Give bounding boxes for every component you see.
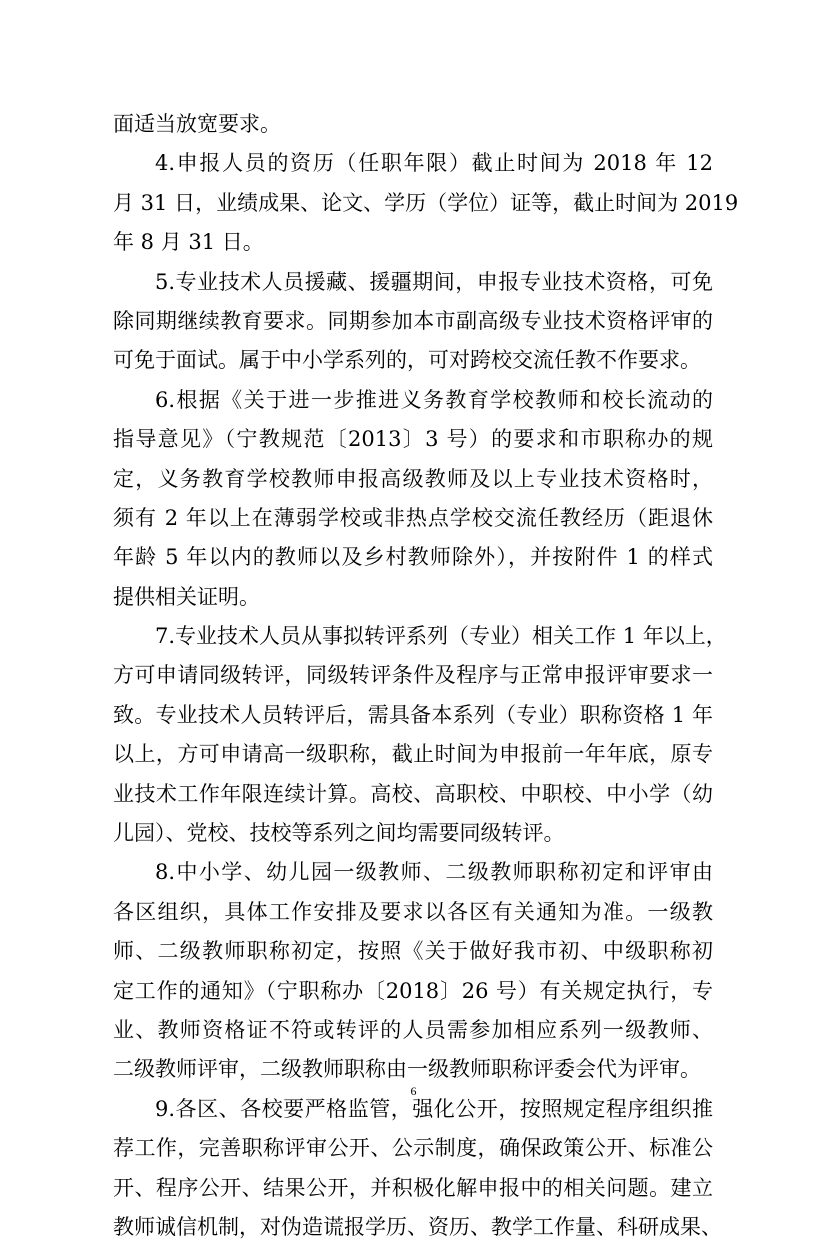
text-line: 月 31 日，业绩成果、论文、学历（学位）证等，截止时间为 2019	[113, 190, 739, 215]
text-line: 开、程序公开、结果公开，并积极化解申报中的相关问题。建立	[113, 1175, 713, 1200]
paragraph	[113, 1090, 722, 1247]
text-line: 提供相关证明。	[113, 584, 260, 609]
text-line: 定工作的通知》（宁职称办〔2018〕26 号）有关规定执行，专	[113, 978, 713, 1003]
text-line: 9.各区、各校要严格监管，强化公开，按照规定程序组织推	[155, 1096, 713, 1121]
text-line: 儿园）、党校、技校等系列之间均需要同级转评。	[113, 821, 565, 846]
text-line: 业技术工作年限连续计算。高校、高职校、中职校、中小学（幼	[113, 781, 713, 806]
text-line: 年 8 月 31 日。	[113, 230, 264, 255]
text-line: 可免于面试。属于中小学系列的，可对跨校交流任教不作要求。	[113, 348, 701, 373]
text-line: 业、教师资格证不符或转评的人员需参加相应系列一级教师、	[113, 1017, 713, 1042]
text-line: 指导意见》（宁教规范〔2013〕3 号）的要求和市职称办的规	[113, 427, 713, 452]
paragraph	[113, 617, 727, 853]
text-line: 二级教师评审，二级教师职称由一级教师职称评委会代为评审。	[113, 1057, 701, 1082]
paragraph	[113, 144, 739, 262]
text-line: 除同期继续教育要求。同期参加本市副高级专业技术资格评审的	[113, 308, 713, 333]
text-line: 8.中小学、幼儿园一级教师、二级教师职称初定和评审由	[155, 860, 713, 885]
text-line: 7.专业技术人员从事拟转评系列（专业）相关工作 1 年以上，	[155, 624, 727, 649]
paragraph	[113, 381, 713, 617]
text-line: 6.根据《关于进一步推进义务教育学校教师和校长流动的	[155, 387, 713, 412]
text-line: 以上，方可申请高一级职称，截止时间为申报前一年年底，原专	[113, 742, 713, 767]
text-line: 师、二级教师职称初定，按照《关于做好我市初、中级职称初	[113, 939, 713, 964]
text-line: 5.专业技术人员援藏、援疆期间，申报专业技术资格，可免	[155, 269, 713, 294]
text-line: 荐工作，完善职称评审公开、公示制度，确保政策公开、标准公	[113, 1136, 713, 1161]
paragraph	[113, 105, 713, 144]
text-line: 定，义务教育学校教师申报高级教师及以上专业技术资格时，	[113, 466, 713, 491]
page-number: 6	[410, 1084, 417, 1098]
text-line: 方可申请同级转评，同级转评条件及程序与正常申报评审要求一	[113, 663, 713, 688]
text-line: 致。专业技术人员转评后，需具备本系列（专业）职称资格 1 年	[113, 702, 713, 727]
text-line: 教师诚信机制，对伪造谎报学历、资历、教学工作量、科研成果、	[113, 1214, 722, 1239]
paragraph	[113, 853, 713, 1089]
text-line: 面适当放宽要求。	[113, 112, 281, 136]
text-line: 各区组织，具体工作安排及要求以各区有关通知为准。一级教	[113, 899, 713, 924]
body-text	[113, 105, 739, 1247]
text-line: 年龄 5 年以内的教师以及乡村教师除外），并按附件 1 的样式	[113, 545, 713, 570]
text-line: 4.申报人员的资历（任职年限）截止时间为 2018 年 12	[155, 151, 713, 176]
paragraph	[113, 263, 713, 381]
text-line: 须有 2 年以上在薄弱学校或非热点学校交流任教经历（距退休	[113, 505, 713, 530]
